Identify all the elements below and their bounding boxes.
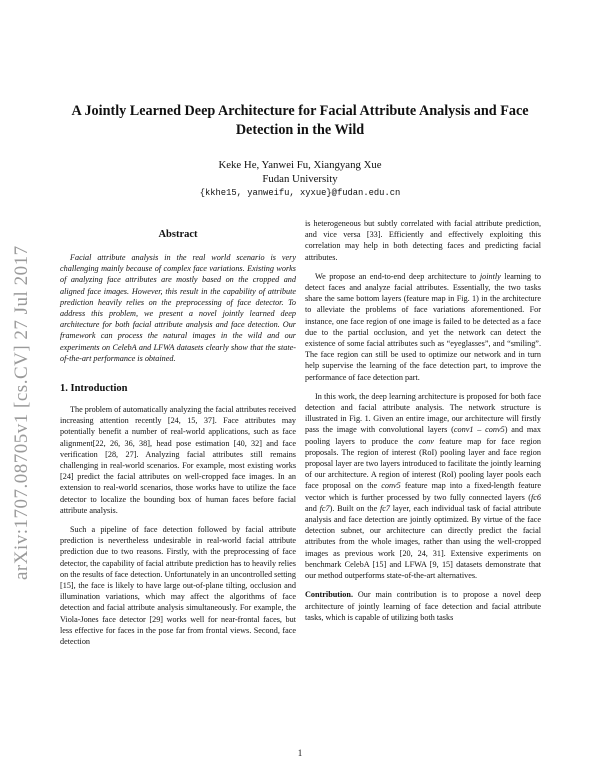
emphasis-conv: conv xyxy=(418,436,434,446)
text-run: ). Built on the xyxy=(329,503,380,513)
emphasis-fc7: fc7 xyxy=(319,503,330,513)
emphasis-fc6: fc6 xyxy=(530,492,541,502)
text-run: In this work, the deep learning architecture is proposed for both face detection and facial attribute analysis. The network structure is illustrated in Fig. 1. Given an entire image, our architecture will firstly pass the image with convolutional layers ( xyxy=(305,391,541,435)
author-emails: {kkhe15, yanweifu, xyxue}@fudan.edu.cn xyxy=(199,188,401,198)
text-run: layer, each individual task of facial attribute analysis and face detection are jointly optimized. By virtue of the face detection subnet, our architecture can directly predict the facial attributes from the whole images, rather than using the well-cropped images as previous work [20, 24, 31]. Extensive experiments on benchmark CelebA [15] and LFWA [9, 15] datasets demonstrate that our method outperforms state-of-the-art alternatives. xyxy=(305,503,541,581)
text-run: and xyxy=(305,503,320,513)
text-run: Our main contribution is to propose a novel deep architecture of jointly learning of face detection and facial attribute tasks, which is capable of utilizing both tasks xyxy=(305,590,541,622)
emphasis-fc7-layer: fc7 xyxy=(379,503,390,513)
arxiv-identifier: arXiv:1707.08705v1 [cs.CV] 27 Jul 2017 xyxy=(11,245,32,580)
abstract-text: Facial attribute analysis in the real world scenario is very challenging mainly because of complex face variations. Existing works of analyzing face attributes are mostly based on the cropped and aligned face images. However, this result in the capability of attribute prediction heavily relies on the preprocessing of face detector. To address this problem, we present a novel jointly learned deep architecture for both facial attribute analysis and face detection. Our framework can process the natural images in the wild and our experiments on CelebA and LFWA datasets clearly show that the state-of-the-art performance is obtained. xyxy=(60,253,296,363)
text-run: We propose an end-to-end deep architecture to xyxy=(315,271,480,281)
abstract-heading: Abstract xyxy=(158,229,198,240)
emphasis-conv5: conv5 xyxy=(381,481,401,491)
text-run: ) and max pooling layers to produce the xyxy=(305,425,541,446)
page-number: 1 xyxy=(297,748,303,758)
right-paragraph-architecture xyxy=(305,391,541,581)
text-run: learning to detect faces and analyze facial attributes. Essentially, the two tasks share the same bottom layers (feature map in Fig. 1) in the architecture to alleviate the problems of face variations aforementioned. For instance, one face region of one image is failed to be detected as a face due to the partial occlusion, and yet the network can detect the existence of some facial attributes such as “eyeglasses”, and “smiling”. The face region can still be used to optimize our network and in turn help supervise the learning of the face detection part, to improve the performance of face detection part. xyxy=(305,271,541,382)
right-paragraph-continuation: is heterogeneous but subtly correlated with facial attribute prediction, and vice versa [33]. Efficiently and effectively exploiting this correlation may help in both detecting faces and predicting facial attributes. xyxy=(305,219,541,262)
text-run: feature map for face region proposals. The region of interest (RoI) pooling layer and face region proposal layer are two layers introduced to facilitate the jointly learning of our architecture. A region of interest (RoI) pooling layer pools each face proposal on the xyxy=(305,436,541,491)
intro-paragraph-2: Such a pipeline of face detection followed by facial attribute prediction is nevertheless undesirable in real-world facial attribute prediction due to two reasons. Firstly, with the preprocessing of face detector, the capability of facial attribute prediction has to heavily relies on the results of face detection. Unfortunately in an uncontrolled setting [15], the face is likely to have large out-of-plane tilting, occlusion and illumination variations, which may affect the algorithms of face detection and facial attribute analysis simultaneously. For example, the Viola-Jones face detector [29] works well for near-frontal faces, but less effective for faces in the pose far from frontal views. Second, face detection xyxy=(60,525,296,647)
paper-title: A Jointly Learned Deep Architecture for Facial Attribute Analysis and Face Detection in the Wild xyxy=(71,103,529,138)
section-heading-introduction: 1. Introduction xyxy=(60,383,128,395)
emphasis-conv-layers: conv1 – conv5 xyxy=(453,425,505,435)
text-run: feature map into a fixed-length feature vector which is further processed by two fully connected layers ( xyxy=(305,481,542,502)
contribution-paragraph xyxy=(305,589,541,623)
author-list: Keke He, Yanwei Fu, Xiangyang Xue xyxy=(218,159,382,171)
affiliation: Fudan University xyxy=(262,173,338,185)
contribution-label: Contribution. xyxy=(305,590,353,600)
intro-paragraph-1: The problem of automatically analyzing the facial attributes received increasing attention recently [24, 15, 37]. Face attributes may potentially benefit a number of real-world applications, such as face alignment[22, 26, 36, 38], head pose estimation [40, 32] and face verification [28, 27]. Analyzing facial attributes still remains challenging in real-world scenarios. For example, most existing works [24] predict the facial attributes on well-cropped face images. In an extension to real-world scenarios, those works have to utilize the face detector to localize the bounding box of human faces before facial attribute analysis. xyxy=(60,405,296,515)
right-column xyxy=(305,218,541,623)
right-paragraph-proposal xyxy=(305,271,541,383)
left-column xyxy=(60,228,296,647)
emphasis-jointly: jointly xyxy=(479,271,501,281)
